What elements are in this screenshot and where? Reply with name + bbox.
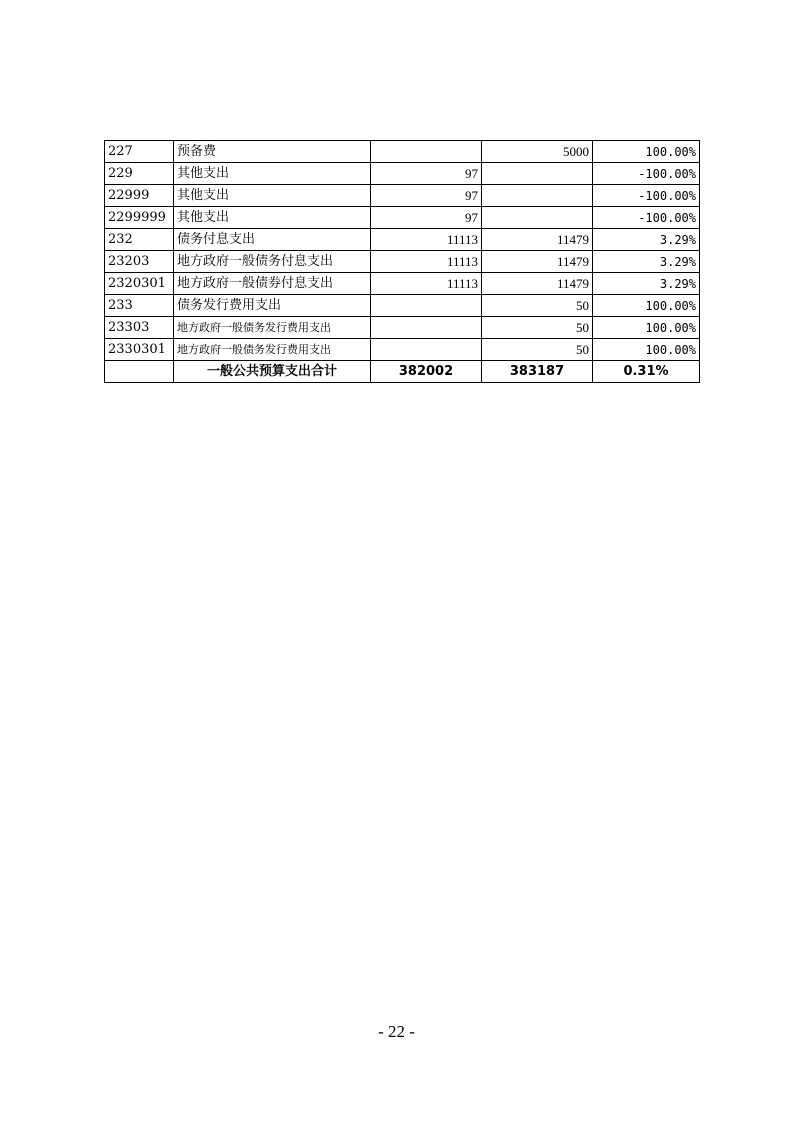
row-code: 229 [105, 163, 174, 185]
row-name: 其他支出 [174, 185, 371, 207]
row-change-pct: 3.29% [593, 273, 700, 295]
row-curr-amount [482, 185, 593, 207]
row-curr-amount: 5000 [482, 141, 593, 163]
row-prev-amount: 97 [371, 185, 482, 207]
table-row [105, 163, 700, 185]
row-prev-amount [371, 339, 482, 361]
row-change-pct: 100.00% [593, 339, 700, 361]
row-change-pct: -100.00% [593, 207, 700, 229]
row-name: 债务付息支出 [174, 229, 371, 251]
row-code: 233 [105, 295, 174, 317]
row-change-pct: -100.00% [593, 163, 700, 185]
row-code: 2320301 [105, 273, 174, 295]
row-code: 232 [105, 229, 174, 251]
row-prev-amount: 97 [371, 163, 482, 185]
row-change-pct: -100.00% [593, 185, 700, 207]
row-curr-amount: 50 [482, 339, 593, 361]
row-curr-amount: 50 [482, 317, 593, 339]
row-prev-amount: 11113 [371, 229, 482, 251]
table-row [105, 229, 700, 251]
row-curr-amount [482, 207, 593, 229]
row-curr-amount [482, 163, 593, 185]
row-name: 其他支出 [174, 163, 371, 185]
row-code: 2299999 [105, 207, 174, 229]
row-curr-amount: 11479 [482, 273, 593, 295]
budget-expenditure-table [104, 140, 700, 383]
row-prev-amount: 11113 [371, 251, 482, 273]
total-curr-amount: 383187 [482, 361, 593, 383]
row-code: 2330301 [105, 339, 174, 361]
row-name: 地方政府一般债务付息支出 [174, 251, 371, 273]
row-code: 22999 [105, 185, 174, 207]
row-prev-amount [371, 317, 482, 339]
row-name: 地方政府一般债券付息支出 [174, 273, 371, 295]
row-code: 23203 [105, 251, 174, 273]
page-number: - 22 - [378, 1022, 415, 1041]
row-name: 预备费 [174, 141, 371, 163]
table-row [105, 185, 700, 207]
total-label: 一般公共预算支出合计 [174, 361, 371, 383]
table-row [105, 339, 700, 361]
row-prev-amount: 97 [371, 207, 482, 229]
row-curr-amount: 50 [482, 295, 593, 317]
total-row [105, 361, 700, 383]
row-prev-amount [371, 295, 482, 317]
row-change-pct: 100.00% [593, 141, 700, 163]
row-curr-amount: 11479 [482, 251, 593, 273]
row-code: 23303 [105, 317, 174, 339]
row-name: 地方政府一般债务发行费用支出 [174, 339, 371, 361]
row-name: 债务发行费用支出 [174, 295, 371, 317]
table-row [105, 273, 700, 295]
row-change-pct: 100.00% [593, 295, 700, 317]
table-row [105, 251, 700, 273]
row-prev-amount: 11113 [371, 273, 482, 295]
row-change-pct: 3.29% [593, 251, 700, 273]
total-code [105, 361, 174, 383]
row-curr-amount: 11479 [482, 229, 593, 251]
table-row [105, 141, 700, 163]
table-row [105, 317, 700, 339]
row-name: 地方政府一般债务发行费用支出 [174, 317, 371, 339]
row-name: 其他支出 [174, 207, 371, 229]
row-prev-amount [371, 141, 482, 163]
row-change-pct: 100.00% [593, 317, 700, 339]
table-row [105, 295, 700, 317]
total-change-pct: 0.31% [593, 361, 700, 383]
total-prev-amount: 382002 [371, 361, 482, 383]
table-row [105, 207, 700, 229]
row-change-pct: 3.29% [593, 229, 700, 251]
row-code: 227 [105, 141, 174, 163]
